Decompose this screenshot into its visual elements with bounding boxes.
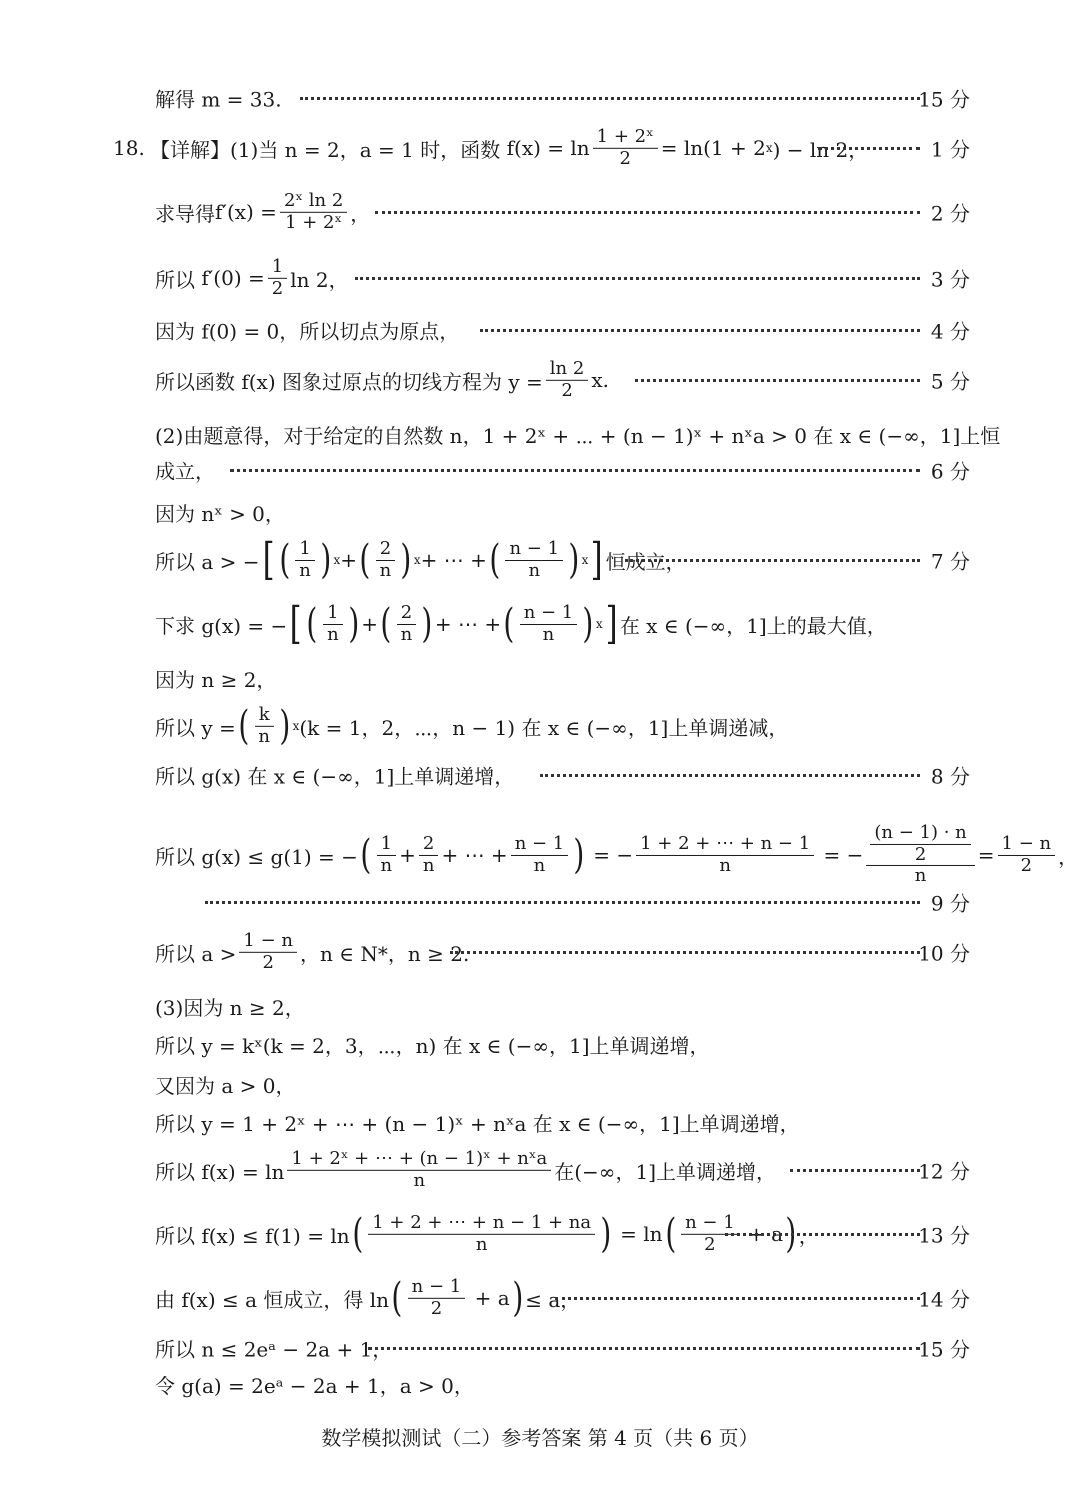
score-label: 15 分 — [918, 87, 970, 112]
page-footer: 数学模拟测试（二）参考答案 第 4 页（共 6 页） — [321, 1426, 759, 1450]
answer-line-12: 因为 n ≥ 2， — [155, 668, 277, 692]
dot-leader — [818, 147, 920, 150]
answer-line-11 — [0, 594, 1080, 654]
answer-line-9: 因为 nˣ > 0， — [155, 502, 285, 526]
score-label: 6 分 — [930, 459, 970, 484]
line-formula: 所以 g(x) ≤ g(1) = − ( $\frac{1}{n}$ + $\frac{2}{n}$ + ⋯ + $\frac{n - 1}{n}$ ) = − $\frac{1 + 2 + \cdots + n - 1}{n}$ = − (n − 1) · n 2 n = $\frac{1 - n}{2}$ ， — [155, 821, 1079, 887]
line-text: 所以 n ≤ 2eᵃ − 2a + 1， — [155, 1337, 393, 1362]
answer-line-19: 所以 y = kˣ(k = 2，3，⋯，n) 在 x ∈ (−∞，1]上单调递增， — [155, 1034, 710, 1058]
dot-leader — [355, 277, 920, 280]
answer-line-26: 令 g(a) = 2eᵃ − 2a + 1，a > 0， — [155, 1374, 474, 1398]
dot-leader — [230, 469, 920, 472]
score-label: 8 分 — [930, 764, 970, 789]
score-label: 7 分 — [930, 549, 970, 574]
score-label: 10 分 — [918, 941, 970, 966]
line-formula: 所以 y = ( $\frac{k}{n}$ ) x (k = 1，2，⋯，n − 1) 在 x ∈ (−∞，1]上单调递减， — [155, 703, 789, 749]
score-label: 9 分 — [930, 891, 970, 916]
dot-leader — [635, 379, 920, 382]
line-text: 成立， — [155, 459, 215, 484]
line-text: 所以 g(x) 在 x ∈ (−∞，1]上单调递增， — [155, 764, 515, 789]
answer-line-22 — [0, 1140, 1080, 1200]
question-number: 18. — [113, 136, 145, 160]
line-formula: 下求 g(x) = − [ ( $\frac{1}{n}$ ) + ( $\frac{2}{n}$ ) + ⋯ + ( $\frac{n - 1}{n}$ ) x ] 在 x ∈ (−∞，1]上的最大值， — [155, 598, 887, 649]
answer-line-2 — [0, 118, 1080, 178]
answer-line-6 — [0, 350, 1080, 410]
score-label: 14 分 — [918, 1287, 970, 1312]
line-formula: 所以 f(x) = ln $\frac{\text{1 + 2ˣ + ⋯ + (n − 1)ˣ + nˣa}}{n}$ 在(−∞，1]上单调递增， — [155, 1147, 776, 1191]
dot-leader — [450, 951, 920, 954]
score-label: 4 分 — [930, 319, 970, 344]
answer-line-3 — [0, 182, 1080, 242]
score-label: 5 分 — [930, 369, 970, 394]
line-formula: 所以 a > $\frac{1 - n}{2}$ ，n ∈ N*，n ≥ 2. — [155, 929, 470, 973]
score-label: 2 分 — [930, 201, 970, 226]
answer-line-14 — [0, 745, 1080, 805]
answer-line-20: 又因为 a > 0， — [155, 1074, 296, 1098]
dot-leader — [480, 329, 920, 332]
line-formula: 由 f(x) ≤ a 恒成立，得 ln ( $\frac{n - 1}{2}$ + a ) ≤ a， — [155, 1275, 581, 1321]
line-formula: 所以 f′(0) = $\frac{1}{2}$ ln 2， — [155, 255, 349, 299]
dot-leader — [540, 774, 920, 777]
line-text: 因为 f(0) = 0，所以切点为原点， — [155, 319, 460, 344]
line-formula: 所以 a > − [ ( $\frac{1}{n}$ ) x + ( $\frac{2}{n}$ ) x + ⋯ + ( $\frac{n - 1}{n}$ ) x ] 恒成立， — [155, 534, 686, 585]
answer-line-10 — [0, 530, 1080, 590]
score-label: 13 分 — [918, 1223, 970, 1248]
answer-line-25 — [0, 1318, 1080, 1378]
answer-line-23 — [0, 1204, 1080, 1264]
score-label: 15 分 — [918, 1337, 970, 1362]
line-text: 解得 m = 33. — [155, 87, 282, 112]
dot-leader — [368, 1347, 920, 1350]
dot-leader — [555, 1297, 920, 1300]
answer-line-8 — [0, 440, 1080, 500]
dot-leader — [375, 211, 920, 214]
answer-line-7: (2)由题意得，对于给定的自然数 n，1 + 2ˣ + ⋯ + (n − 1)ˣ + nˣa > 0 在 x ∈ (−∞，1]上恒 — [155, 424, 1001, 448]
answer-line-18: (3)因为 n ≥ 2， — [155, 996, 305, 1020]
line-formula: 求导得 f′(x) = $\frac{\text{2ˣ ln 2}}{\text{1 + 2ˣ}}$ ， — [155, 189, 371, 233]
dot-leader — [205, 901, 920, 904]
answer-line-4 — [0, 248, 1080, 308]
dot-leader — [625, 559, 920, 562]
dot-leader — [300, 97, 920, 100]
dot-leader — [725, 1233, 920, 1236]
score-label: 12 分 — [918, 1159, 970, 1184]
answer-line-17 — [0, 922, 1080, 982]
line-formula: 所以函数 f(x) 图象过原点的切线方程为 y = $\frac{\ln 2}{2}$ x. — [155, 357, 609, 401]
score-label: 1 分 — [930, 137, 970, 162]
line-formula: 【详解】(1)当 n = 2，a = 1 时，函数 f(x) = ln $\frac{\text{1 + 2ˣ}}{2}$ = ln(1 + 2 x ) − ln 2， — [150, 125, 869, 169]
dot-leader — [790, 1169, 920, 1172]
answer-line-21: 所以 y = 1 + 2ˣ + ⋯ + (n − 1)ˣ + nˣa 在 x ∈ (−∞，1]上单调递增， — [155, 1112, 800, 1136]
line-formula: 所以 f(x) ≤ f(1) = ln ( $\frac{1 + 2 + \cdots + n - 1 + na}{n}$ ) = ln ( $\frac{n - 1}{2}$ + a ) ， — [155, 1211, 819, 1257]
score-label: 3 分 — [930, 267, 970, 292]
